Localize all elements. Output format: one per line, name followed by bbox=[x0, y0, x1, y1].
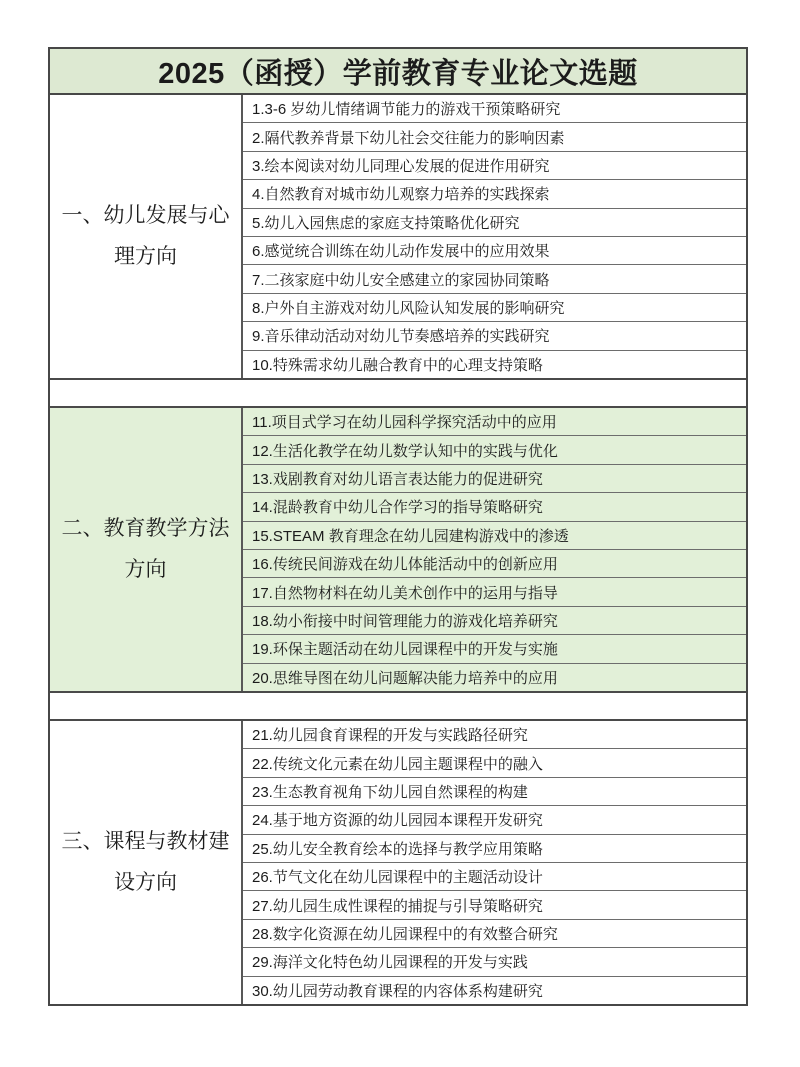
topic-text: 17.自然物材料在幼儿美术创作中的运用与指导 bbox=[252, 584, 558, 602]
topic-row bbox=[243, 294, 746, 322]
topic-text: 29.海洋文化特色幼儿园课程的开发与实践 bbox=[252, 954, 528, 972]
topic-row bbox=[243, 891, 746, 919]
topic-row bbox=[243, 123, 746, 151]
topic-text: 8.户外自主游戏对幼儿风险认知发展的影响研究 bbox=[252, 300, 565, 318]
topic-text: 14.混龄教育中幼儿合作学习的指导策略研究 bbox=[252, 499, 543, 517]
topic-row bbox=[243, 408, 746, 436]
topic-row bbox=[243, 749, 746, 777]
topic-row bbox=[243, 635, 746, 663]
topic-row bbox=[243, 977, 746, 1004]
topic-row bbox=[243, 863, 746, 891]
topic-row bbox=[243, 522, 746, 550]
topic-text: 19.环保主题活动在幼儿园课程中的开发与实施 bbox=[252, 641, 558, 659]
topic-text: 10.特殊需求幼儿融合教育中的心理支持策略 bbox=[252, 356, 543, 374]
section-curriculum bbox=[50, 721, 746, 1004]
topic-text: 6.感觉统合训练在幼儿动作发展中的应用效果 bbox=[252, 243, 550, 261]
topic-text: 27.幼儿园生成性课程的捕捉与引导策略研究 bbox=[252, 897, 543, 915]
topic-row bbox=[243, 550, 746, 578]
page-title: 2025（函授）学前教育专业论文选题 bbox=[158, 57, 638, 90]
topic-text: 18.幼小衔接中时间管理能力的游戏化培养研究 bbox=[252, 613, 558, 631]
section-rows-2 bbox=[243, 408, 746, 691]
topic-row bbox=[243, 806, 746, 834]
topic-row bbox=[243, 578, 746, 606]
spacer-row-1 bbox=[50, 380, 746, 408]
topic-text: 26.节气文化在幼儿园课程中的主题活动设计 bbox=[252, 869, 543, 887]
spacer-row-2 bbox=[50, 693, 746, 721]
topic-row bbox=[243, 465, 746, 493]
topic-text: 16.传统民间游戏在幼儿体能活动中的创新应用 bbox=[252, 556, 558, 574]
topic-text: 7.二孩家庭中幼儿安全感建立的家园协同策略 bbox=[252, 271, 550, 289]
topic-text: 30.幼儿园劳动教育课程的内容体系构建研究 bbox=[252, 982, 543, 1000]
topic-text: 1.3-6 岁幼儿情绪调节能力的游戏干预策略研究 bbox=[252, 101, 561, 119]
topic-row bbox=[243, 664, 746, 691]
topic-row bbox=[243, 493, 746, 521]
topic-text: 25.幼儿安全教育绘本的选择与教学应用策略 bbox=[252, 840, 543, 858]
topic-row bbox=[243, 436, 746, 464]
section-label-3: 三、课程与教材建设方向 bbox=[50, 721, 243, 1004]
topic-text: 5.幼儿入园焦虑的家庭支持策略优化研究 bbox=[252, 214, 520, 232]
topic-row bbox=[243, 237, 746, 265]
topic-table bbox=[48, 47, 748, 1006]
topic-text: 4.自然教育对城市幼儿观察力培养的实践探索 bbox=[252, 186, 550, 204]
section-label-2: 二、教育教学方法方向 bbox=[50, 408, 243, 691]
topic-text: 28.数字化资源在幼儿园课程中的有效整合研究 bbox=[252, 926, 558, 944]
topic-text: 3.绘本阅读对幼儿同理心发展的促进作用研究 bbox=[252, 158, 550, 176]
topic-row bbox=[243, 95, 746, 123]
topic-row bbox=[243, 920, 746, 948]
topic-row bbox=[243, 209, 746, 237]
topic-text: 21.幼儿园食育课程的开发与实践路径研究 bbox=[252, 727, 528, 745]
section-label-1: 一、幼儿发展与心理方向 bbox=[50, 95, 243, 378]
topic-row bbox=[243, 152, 746, 180]
topic-row bbox=[243, 721, 746, 749]
section-child-development bbox=[50, 95, 746, 380]
topic-text: 9.音乐律动活动对幼儿节奏感培养的实践研究 bbox=[252, 328, 550, 346]
topic-row bbox=[243, 180, 746, 208]
topic-row bbox=[243, 948, 746, 976]
topic-row bbox=[243, 835, 746, 863]
topic-row bbox=[243, 607, 746, 635]
topic-text: 15.STEAM 教育理念在幼儿园建构游戏中的渗透 bbox=[252, 527, 569, 545]
topic-text: 24.基于地方资源的幼儿园园本课程开发研究 bbox=[252, 812, 543, 830]
topic-text: 22.传统文化元素在幼儿园主题课程中的融入 bbox=[252, 755, 543, 773]
topic-row bbox=[243, 322, 746, 350]
topic-row bbox=[243, 265, 746, 293]
topic-text: 12.生活化教学在幼儿数学认知中的实践与优化 bbox=[252, 442, 558, 460]
topic-row bbox=[243, 778, 746, 806]
topic-text: 23.生态教育视角下幼儿园自然课程的构建 bbox=[252, 784, 528, 802]
section-rows-1 bbox=[243, 95, 746, 378]
topic-text: 13.戏剧教育对幼儿语言表达能力的促进研究 bbox=[252, 471, 543, 489]
topic-text: 20.思维导图在幼儿问题解决能力培养中的应用 bbox=[252, 669, 558, 687]
topic-text: 11.项目式学习在幼儿园科学探究活动中的应用 bbox=[252, 414, 557, 432]
section-rows-3 bbox=[243, 721, 746, 1004]
table-title-row bbox=[50, 49, 746, 95]
topic-row bbox=[243, 351, 746, 378]
section-teaching-methods bbox=[50, 408, 746, 693]
topic-text: 2.隔代教养背景下幼儿社会交往能力的影响因素 bbox=[252, 129, 565, 147]
